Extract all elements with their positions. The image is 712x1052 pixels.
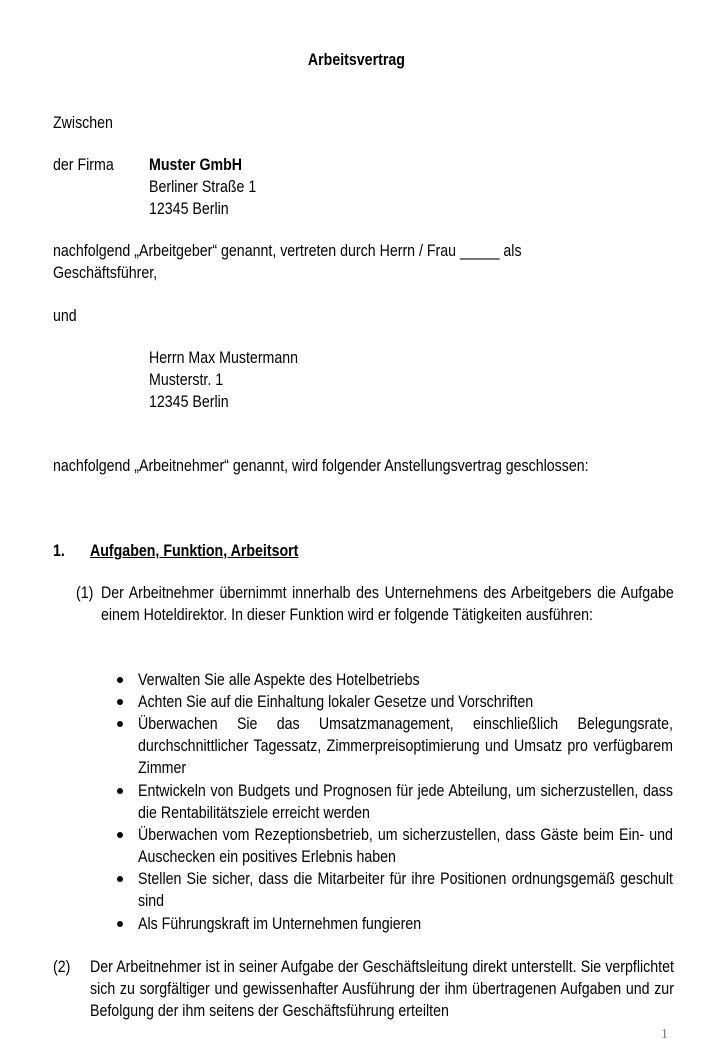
bullet-item: Als Führungskraft im Unternehmen fungieren	[138, 915, 422, 933]
paragraph-marker: (1)	[76, 584, 94, 602]
bullet-item: Überwachen Sie das Umsatzmanagement, einschließlich Belegungsrate, durchschnittlicher Tagessatz, Zimmerpreisoptimierung und Umsatz pro verfügbarem Zimmer	[138, 715, 673, 777]
section-number: 1.	[53, 542, 65, 560]
section-heading: Aufgaben, Funktion, Arbeitsort	[90, 542, 299, 560]
between-label: Zwischen	[53, 114, 113, 132]
bullet-item: Verwalten Sie alle Aspekte des Hotelbetriebs	[138, 671, 420, 689]
bullet-icon	[117, 721, 123, 727]
employer-clause-line1: nachfolgend „Arbeitgeber“ genannt, vertreten durch Herrn / Frau _____ als	[53, 242, 522, 260]
employer-street: Berliner Straße 1	[149, 178, 257, 196]
employee-city: 12345 Berlin	[149, 393, 229, 411]
bullet-icon	[117, 921, 123, 927]
employee-clause: nachfolgend „Arbeitnehmer“ genannt, wird folgender Anstellungsvertrag geschlossen:	[53, 457, 589, 475]
bullet-icon	[117, 699, 123, 705]
employee-street: Musterstr. 1	[149, 371, 224, 389]
paragraph-marker: (2)	[53, 958, 71, 976]
document-title: Arbeitsvertrag	[307, 51, 405, 69]
bullet-item: Achten Sie auf die Einhaltung lokaler Gesetze und Vorschriften	[138, 693, 534, 711]
employer-clause-line2: Geschäftsführer,	[53, 264, 158, 282]
employee-name: Herrn Max Mustermann	[149, 349, 299, 367]
page-number: 1	[661, 1027, 668, 1042]
employer-label: der Firma	[53, 156, 114, 174]
paragraph-1-text: Der Arbeitnehmer übernimmt innerhalb des Unternehmens des Arbeitgebers die Aufgabe einem Hoteldirektor. In dieser Funktion wird er folgende Tätigkeiten ausführen:	[101, 584, 674, 624]
employer-name: Muster GmbH	[149, 156, 243, 174]
employer-city: 12345 Berlin	[149, 200, 229, 218]
bullet-item: Stellen Sie sicher, dass die Mitarbeiter für ihre Positionen ordnungsgemäß geschult sind	[138, 870, 673, 910]
paragraph-2-text: Der Arbeitnehmer ist in seiner Aufgabe der Geschäftsleitung direkt unterstellt. Sie verpflichtet sich zu sorgfältiger und gewissenhafter Ausführung der ihm übertragenen Aufgaben und zur Befolgung der ihm seitens der Geschäftsführung erteilten	[90, 958, 674, 1020]
bullet-item: Überwachen vom Rezeptionsbetrieb, um sicherzustellen, dass Gäste beim Ein- und Auschecken ein positives Erlebnis haben	[138, 826, 673, 866]
bullet-icon	[117, 788, 123, 794]
bullet-item: Entwickeln von Budgets und Prognosen für jede Abteilung, um sicherzustellen, dass die Rentabilitätsziele erreicht werden	[138, 782, 673, 822]
bullet-icon	[117, 832, 123, 838]
bullet-icon	[117, 677, 123, 683]
bullet-icon	[117, 876, 123, 882]
and-label: und	[53, 307, 77, 325]
